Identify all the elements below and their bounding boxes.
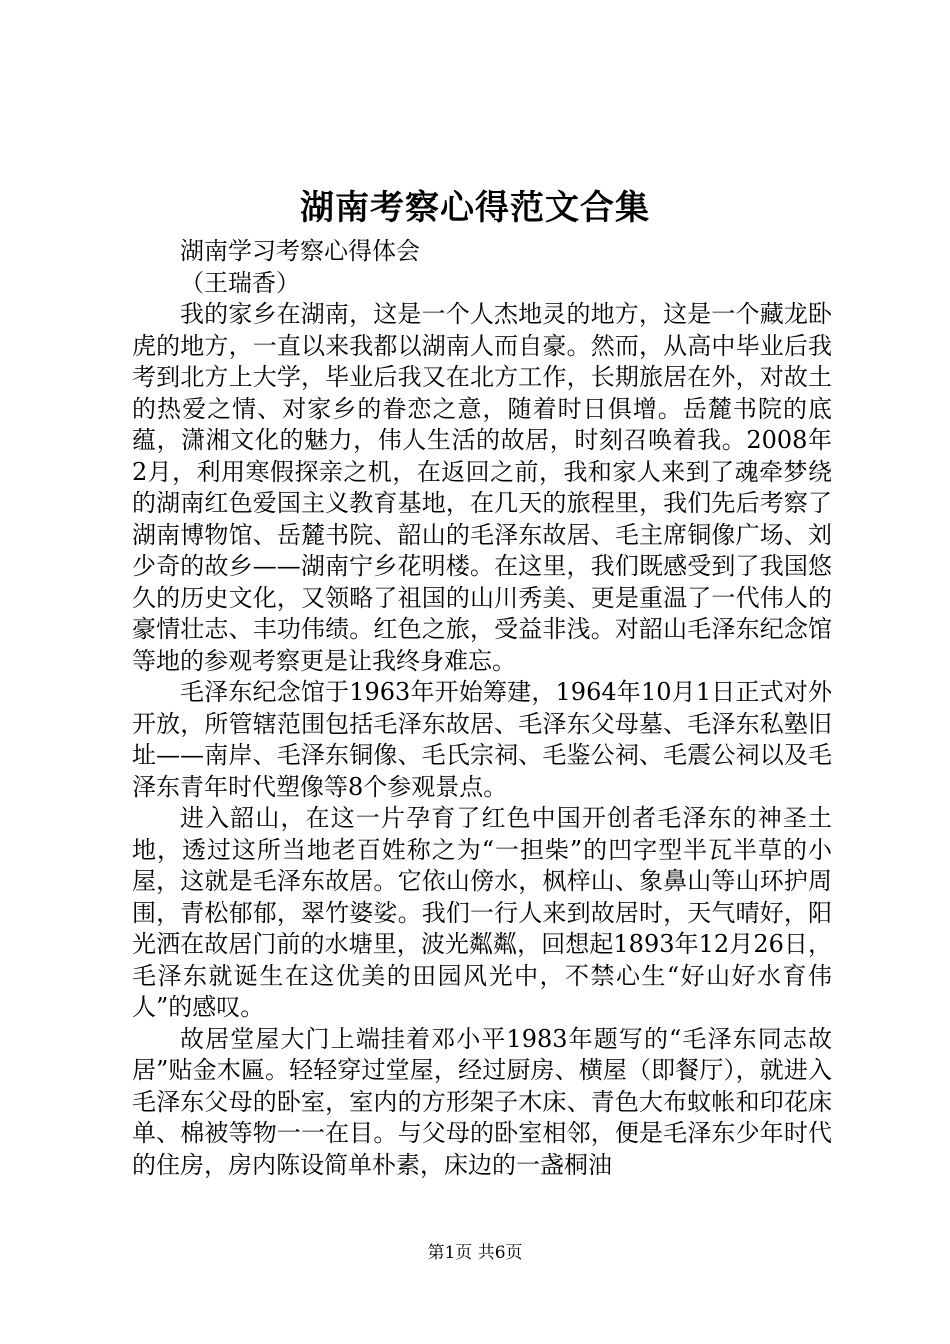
paragraph-3: 进入韶山，在这一片孕育了红色中国开创者毛泽东的神圣土地，透过这所当地老百姓称之为“一担柴”的凹字型半瓦半草的小屋，这就是毛泽东故居。它依山傍水，枫梓山、象鼻山等山环护周围，青松郁郁，翠竹婆娑。我们一行人来到故居时，天气晴好，阳光洒在故居门前的水塘里，波光粼粼，回想起1893年12月26日，毛泽东就诞生在这优美的田园风光中，不禁心生“好山好水育伟人”的感叹。 (132, 804, 832, 1021)
document-title: 湖南考察心得范文合集 (300, 188, 650, 228)
paragraph-2: 毛泽东纪念馆于1963年开始筹建，1964年10月1日正式对外开放，所管辖范围包括毛泽东故居、毛泽东父母墓、毛泽东私塾旧址——南岸、毛泽东铜像、毛氏宗祠、毛鉴公祠、毛震公祠以及毛泽东青年时代塑像等8个参观景点。 (132, 678, 832, 801)
document-body (132, 236, 832, 1181)
document-subtitle: 湖南学习考察心得体会 (180, 237, 420, 265)
paragraph-4: 故居堂屋大门上端挂着邓小平1983年题写的“毛泽东同志故居”贴金木匾。轻轻穿过堂屋，经过厨房、横屋（即餐厅），就进入毛泽东父母的卧室，室内的方形架子木床、青色大布蚊帐和印花床单、棉被等物一一在目。与父母的卧室相邻，便是毛泽东少年时代的住房，房内陈设简单朴素，床边的一盏桐油 (132, 1024, 832, 1179)
document-author: （王瑞香） (180, 268, 300, 297)
paragraph-1: 我的家乡在湖南，这是一个人杰地灵的地方，这是一个藏龙卧虎的地方，一直以来我都以湖南人而自豪。然而，从高中毕业后我考到北方上大学，毕业后我又在北方工作，长期旅居在外，对故土的热爱之情、对家乡的眷恋之意，随着时日俱增。岳麓书院的底蕴，潇湘文化的魅力，伟人生活的故居，时刻召唤着我。2008年2月，利用寒假探亲之机，在返回之前，我和家人来到了魂牵梦绕的湖南红色爱国主义教育基地，在几天的旅程里，我们先后考察了湖南博物馆、岳麓书院、韶山的毛泽东故居、毛主席铜像广场、刘少奇的故乡——湖南宁乡花明楼。在这里，我们既感受到了我国悠久的历史文化，又领略了祖国的山川秀美、更是重温了一代伟人的豪情壮志、丰功伟绩。红色之旅，受益非浅。对韶山毛泽东纪念馆等地的参观考察更是让我终身难忘。 (132, 300, 832, 675)
page-footer: 第1页 共6页 (427, 1243, 523, 1263)
